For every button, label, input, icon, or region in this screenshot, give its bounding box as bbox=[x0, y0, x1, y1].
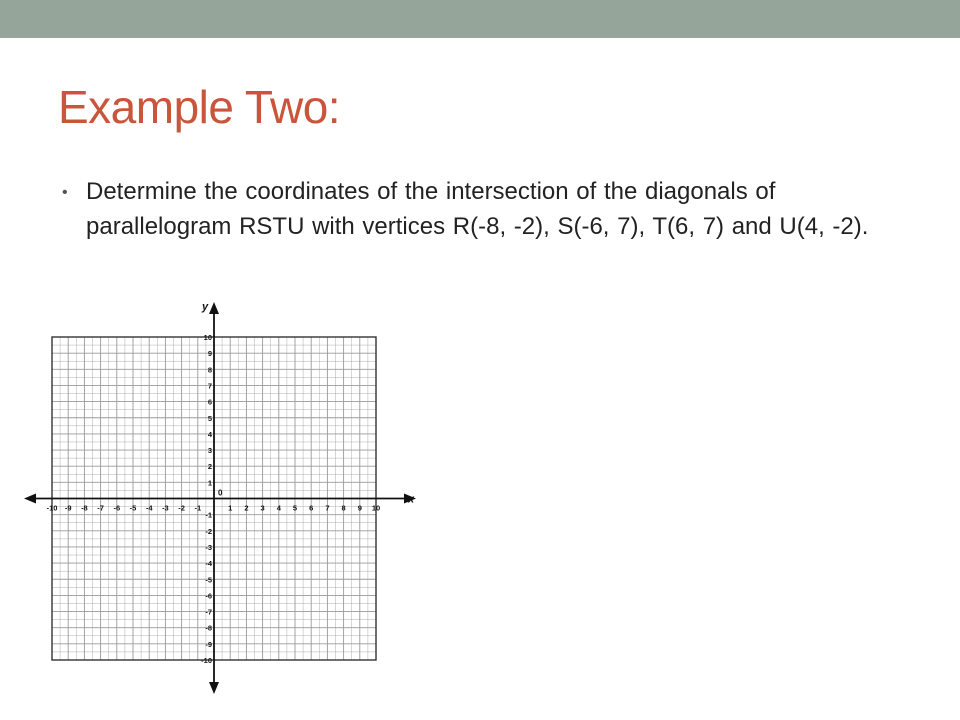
y-axis-up-arrow bbox=[209, 302, 219, 314]
x-tick-label: -6 bbox=[113, 503, 121, 513]
y-axis-down-arrow bbox=[209, 682, 219, 694]
y-tick-label: -4 bbox=[205, 559, 212, 569]
y-tick-label: 6 bbox=[207, 397, 212, 407]
x-tick-label: -7 bbox=[97, 503, 104, 513]
y-tick-label: -7 bbox=[205, 607, 212, 617]
top-accent-bar bbox=[0, 0, 960, 38]
y-tick-label: -1 bbox=[205, 510, 212, 520]
bullet-text: Determine the coordinates of the intersection of the diagonals of parallelogram RSTU with vertices R(-8, -2), S(-6, 7), T(6, 7) and U(4, -2). bbox=[86, 178, 869, 240]
y-tick-label: 4 bbox=[207, 429, 212, 439]
y-tick-label: 9 bbox=[207, 349, 212, 359]
x-tick-label: -4 bbox=[145, 503, 153, 513]
slide-title: Example Two: bbox=[58, 81, 341, 133]
origin-label: 0 bbox=[218, 488, 223, 498]
y-tick-label: 2 bbox=[207, 462, 212, 472]
x-tick-label: -5 bbox=[129, 503, 137, 513]
x-tick-label: -10 bbox=[46, 503, 58, 513]
y-tick-label: -10 bbox=[201, 656, 212, 665]
y-tick-label: 10 bbox=[203, 333, 212, 342]
bullet-item bbox=[62, 175, 892, 245]
x-axis-label: x bbox=[408, 493, 415, 506]
x-axis-left-arrow bbox=[24, 494, 36, 504]
bullet-dot-icon: • bbox=[62, 184, 68, 201]
y-tick-label: 5 bbox=[207, 413, 212, 423]
y-axis-label: y bbox=[202, 301, 209, 313]
x-tick-label: -1 bbox=[194, 503, 202, 513]
x-tick-label: 4 bbox=[276, 503, 281, 513]
x-tick-label: 1 bbox=[228, 503, 233, 513]
x-tick-label: -3 bbox=[162, 503, 169, 513]
x-tick-label: -9 bbox=[64, 503, 72, 513]
x-tick-label: 5 bbox=[292, 503, 298, 513]
x-tick-label: 6 bbox=[309, 503, 314, 513]
y-tick-label: -8 bbox=[205, 623, 212, 633]
x-tick-label: 9 bbox=[357, 503, 362, 513]
coordinate-grid bbox=[20, 298, 420, 698]
y-tick-label: 7 bbox=[207, 381, 212, 391]
y-tick-label: -3 bbox=[205, 542, 212, 552]
y-tick-label: 3 bbox=[207, 446, 212, 456]
x-tick-label: -2 bbox=[178, 503, 185, 513]
y-tick-label: -5 bbox=[205, 575, 212, 585]
y-tick-label: 8 bbox=[207, 365, 212, 375]
x-tick-label: 7 bbox=[325, 503, 330, 513]
y-tick-label: 1 bbox=[207, 478, 212, 488]
y-tick-label: -9 bbox=[205, 639, 212, 649]
x-tick-label: 2 bbox=[244, 503, 249, 513]
x-tick-label: 8 bbox=[341, 503, 346, 513]
x-tick-label: 10 bbox=[371, 503, 381, 513]
x-tick-label: -8 bbox=[81, 503, 88, 513]
y-tick-label: -6 bbox=[205, 591, 212, 601]
x-tick-label: 3 bbox=[260, 503, 265, 513]
y-tick-label: -2 bbox=[205, 526, 212, 536]
